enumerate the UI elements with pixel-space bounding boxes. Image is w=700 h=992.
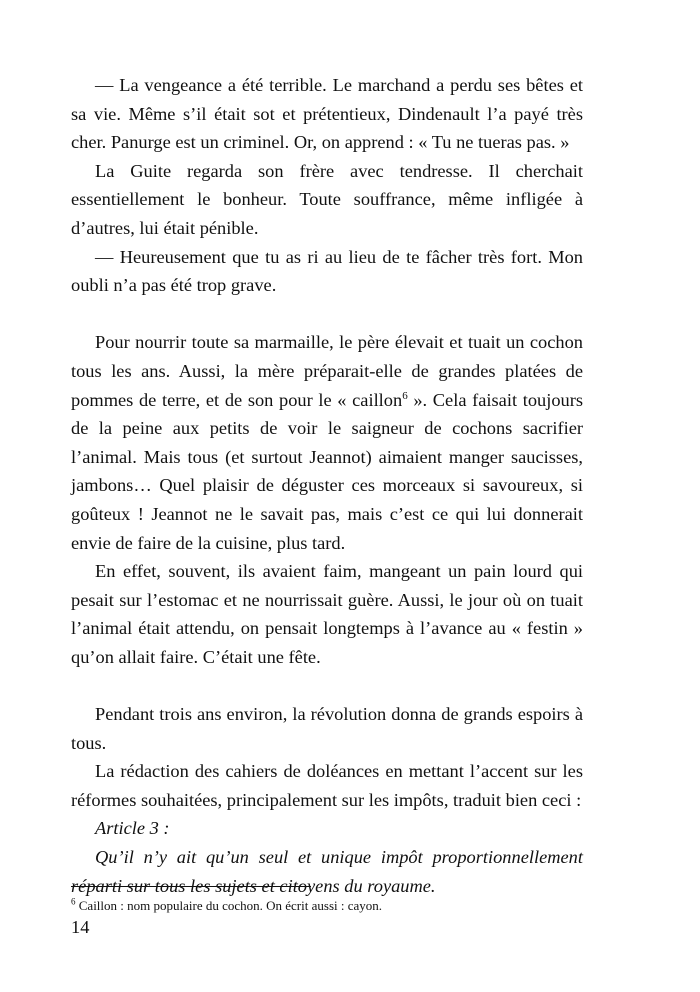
footnote-text: Caillon : nom populaire du cochon. On écrit aussi : cayon. [75, 898, 383, 913]
paragraph-cochon-end: ». Cela faisait toujours de la peine aux petits de voir le saigneur de cochons sacrifier l’animal. Mais tous (et surtout Jeannot) aimaient manger saucisses, jambons… Quel plaisir de déguster ces morceaux si savoureux, si goûteux ! Jeannot ne le savait pas, mais c’est ce qui lui donnerait envie de faire de la cuisine, plus tard. [71, 389, 583, 553]
footnote-number: 6 [71, 896, 76, 907]
footnote [71, 898, 591, 914]
paragraph-festin: En effet, souvent, ils avaient faim, mangeant un pain lourd qui pesait sur l’estomac et ne nourrissait guère. Aussi, le jour où on tuait l’animal était attendu, on pensait longtemps à l’avance au « festin » qu’on allait faire. C’était une fête. [71, 561, 583, 667]
article-heading: Article 3 : [95, 818, 170, 839]
page-number: 14 [71, 917, 90, 937]
section-break [71, 671, 583, 700]
paragraph-la-guite: La Guite regarda son frère avec tendresse. Il cherchait essentiellement le bonheur. Toute souffrance, même infligée à d’autres, lui était pénible. [71, 160, 583, 238]
paragraph-heureusement: — Heureusement que tu as ri au lieu de te fâcher très fort. Mon oubli n’a pas été trop grave. [71, 246, 583, 296]
paragraph-cochon-start: Pour nourrir toute sa marmaille, le père élevait et tuait un cochon tous les ans. Aussi, la mère préparait-elle de grandes platées de pommes de terre, et de son pour le « caillon [71, 332, 583, 410]
footnote-divider [71, 886, 311, 887]
section-break [71, 300, 583, 329]
paragraph-vengeance: — La vengeance a été terrible. Le marchand a perdu ses bêtes et sa vie. Même s’il était sot et prétentieux, Dindenault l’a payé très cher. Panurge est un criminel. Or, on apprend : « Tu ne tueras pas. » [71, 75, 583, 153]
paragraph-doleances: La rédaction des cahiers de doléances en mettant l’accent sur les réformes souhaitées, principalement sur les impôts, traduit bien ceci : [71, 761, 583, 810]
article-text: Qu’il n’y ait qu’un seul et unique impôt proportionnellement réparti sur tous les sujets et citoyens du royaume. [71, 847, 583, 896]
footnote-reference: 6 [402, 389, 408, 402]
paragraph-revolution: Pendant trois ans environ, la révolution donna de grands espoirs à tous. [71, 704, 583, 753]
page-body [71, 71, 583, 900]
paragraph-cochon [71, 328, 583, 557]
